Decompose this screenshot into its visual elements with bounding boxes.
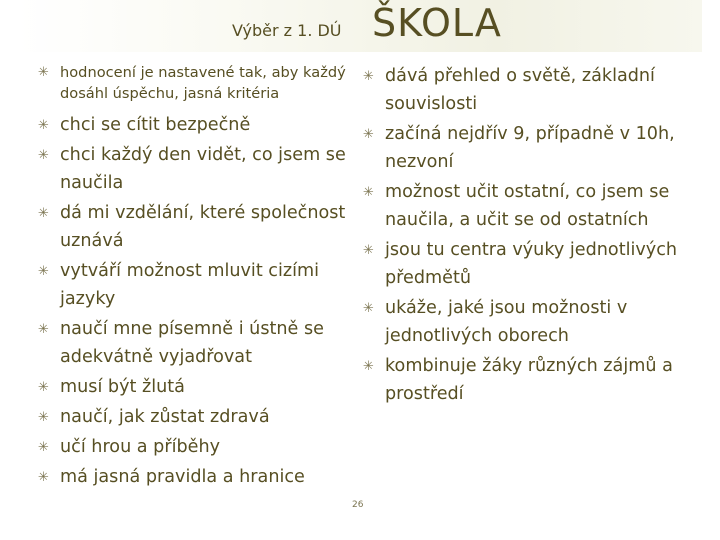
list-item-text: vytváří možnost mluvit cizími jazyky [60, 261, 320, 309]
asterisk-bullet-icon: ✳ [38, 440, 49, 455]
asterisk-bullet-icon: ✳ [363, 185, 374, 200]
list-item [363, 120, 708, 176]
asterisk-bullet-icon: ✳ [38, 322, 49, 337]
list-item [363, 62, 708, 118]
list-item [38, 315, 368, 371]
list-item-text: chci se cítit bezpečně [60, 115, 251, 135]
list-item-text: učí hrou a příběhy [60, 437, 221, 457]
asterisk-bullet-icon: ✳ [363, 301, 374, 316]
asterisk-bullet-icon: ✳ [363, 243, 374, 258]
asterisk-bullet-icon: ✳ [38, 148, 49, 163]
list-item-text: dá mi vzdělání, které společnost uznává [60, 203, 346, 251]
list-item-text: jsou tu centra výuky jednotlivých předmětů [385, 240, 678, 288]
list-item-text: kombinuje žáky různých zájmů a prostředí [385, 356, 673, 404]
list-item [38, 433, 368, 461]
list-item [38, 62, 368, 104]
asterisk-bullet-icon: ✳ [363, 69, 374, 84]
page-number: 26 [352, 500, 364, 510]
list-item-text: má jasná pravidla a hranice [60, 467, 305, 487]
asterisk-bullet-icon: ✳ [38, 206, 49, 221]
list-item [38, 403, 368, 431]
list-item [38, 199, 368, 255]
list-item [38, 111, 368, 139]
asterisk-bullet-icon: ✳ [38, 470, 49, 485]
list-item-text: ukáže, jaké jsou možnosti v jednotlivých oborech [385, 298, 628, 346]
list-item-text: naučí mne písemně i ústně se adekvátně vyjadřovat [60, 319, 324, 367]
asterisk-bullet-icon: ✳ [38, 118, 49, 133]
asterisk-bullet-icon: ✳ [363, 127, 374, 142]
asterisk-bullet-icon: ✳ [38, 380, 49, 395]
list-item [38, 463, 368, 491]
slide-subtitle: Výběr z 1. DÚ [232, 21, 342, 40]
list-item [363, 236, 708, 292]
list-item-text: chci každý den vidět, co jsem se naučila [60, 145, 346, 193]
list-item [363, 178, 708, 234]
list-item [38, 257, 368, 313]
asterisk-bullet-icon: ✳ [38, 65, 49, 80]
right-column [363, 62, 708, 410]
list-item-text: začíná nejdřív 9, případně v 10h, nezvoní [385, 124, 675, 172]
asterisk-bullet-icon: ✳ [38, 264, 49, 279]
list-item [363, 352, 708, 408]
list-item [38, 141, 368, 197]
left-column [38, 62, 368, 493]
slide-title: ŠKOLA [372, 1, 502, 45]
list-item-text: naučí, jak zůstat zdravá [60, 407, 270, 427]
list-item [38, 373, 368, 401]
list-item-text: hodnocení je nastavené tak, aby každý dosáhl úspěchu, jasná kritéria [60, 64, 346, 102]
list-item-text: dává přehled o světě, základní souvislosti [385, 66, 655, 114]
list-item [363, 294, 708, 350]
list-item-text: musí být žlutá [60, 377, 185, 397]
asterisk-bullet-icon: ✳ [38, 410, 49, 425]
title-band [18, 0, 702, 52]
left-bullet-list [38, 62, 368, 491]
list-item-text: možnost učit ostatní, co jsem se naučila, a učit se od ostatních [385, 182, 670, 230]
right-bullet-list [363, 62, 708, 408]
asterisk-bullet-icon: ✳ [363, 359, 374, 374]
